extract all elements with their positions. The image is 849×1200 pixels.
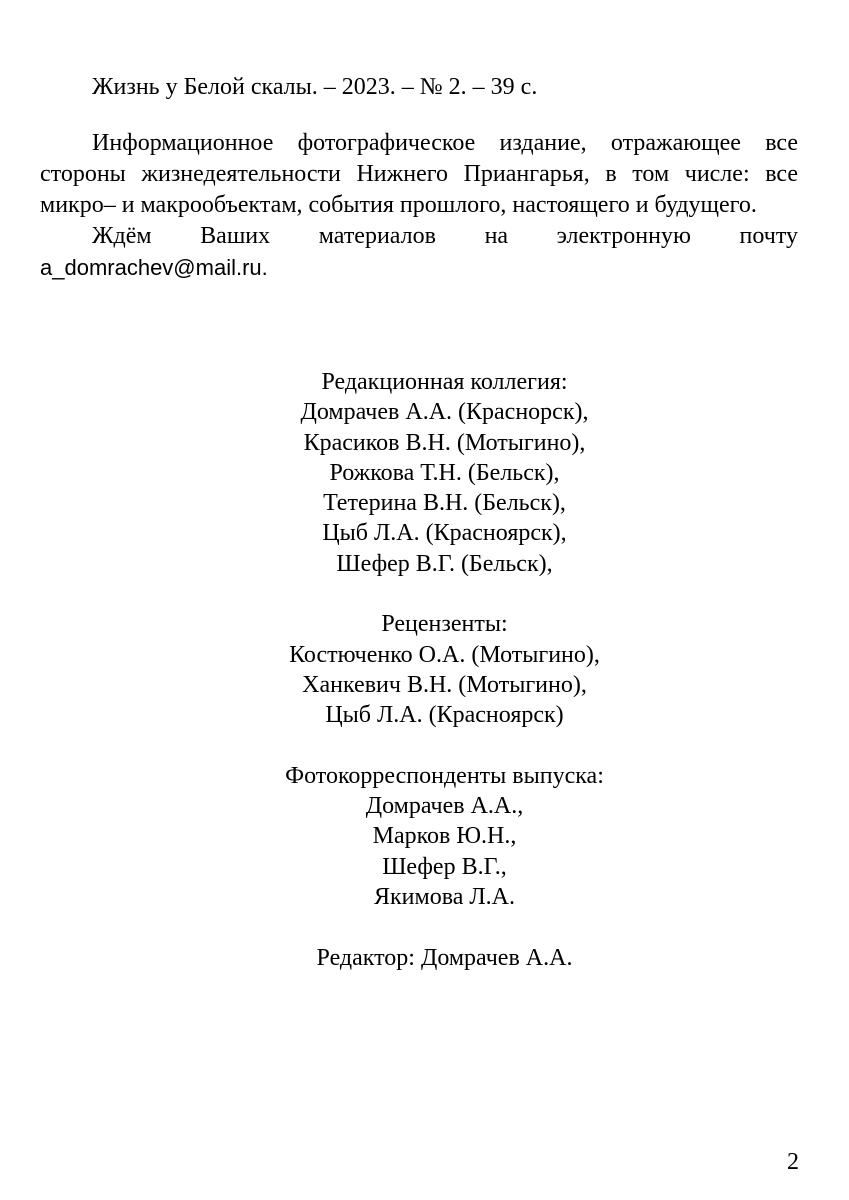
reviewer: Костюченко О.А. (Мотыгино), [289,641,600,668]
editor-credit: Редактор: Домрачев А.А. [316,944,573,971]
photographers [0,761,849,912]
editorial-board-member: Шефер В.Г. (Бельск), [336,550,553,577]
editorial-board-member: Домрачев А.А. (Краснорск), [300,399,589,426]
editor-credit-block [0,943,849,973]
photographers-heading: Фотокорреспонденты выпуска: [285,762,604,789]
reviewer: Цыб Л.А. (Красноярск) [325,702,564,729]
contact-email: a_domrachev@mail.ru. [40,255,268,280]
credits-section [0,367,849,1003]
editorial-board [0,367,849,579]
reviewers-heading: Рецензенты: [381,611,508,638]
bibliographic-citation: Жизнь у Белой скалы. – 2023. – № 2. – 39 с. [92,74,538,100]
reviewers [0,609,849,730]
photographer: Марков Ю.Н., [372,823,517,850]
publication-abstract [40,128,798,283]
editorial-board-member: Тетерина В.Н. (Бельск), [323,490,566,517]
abstract-submission-call: Ждём Ваших материалов на электронную почту [92,223,798,249]
editorial-board-member: Рожкова Т.Н. (Бельск), [329,459,560,486]
editorial-board-heading: Редакционная коллегия: [321,369,568,395]
photographer: Якимова Л.А. [374,884,515,911]
page-number: 2 [787,1149,799,1175]
editorial-board-member: Цыб Л.А. (Красноярск), [322,520,567,547]
reviewer: Ханкевич В.Н. (Мотыгино), [302,671,587,698]
editorial-board-member: Красиков В.Н. (Мотыгино), [303,429,586,456]
photographer: Домрачев А.А., [365,793,524,820]
abstract-description: Информационное фотографическое издание, отражающее все стороны жизнедеятельности Нижнего Приангарья, в том числе: все микро– и макрообъектам, события прошлого, настоящего и будущего. [40,130,798,218]
photographer: Шефер В.Г., [382,853,507,880]
